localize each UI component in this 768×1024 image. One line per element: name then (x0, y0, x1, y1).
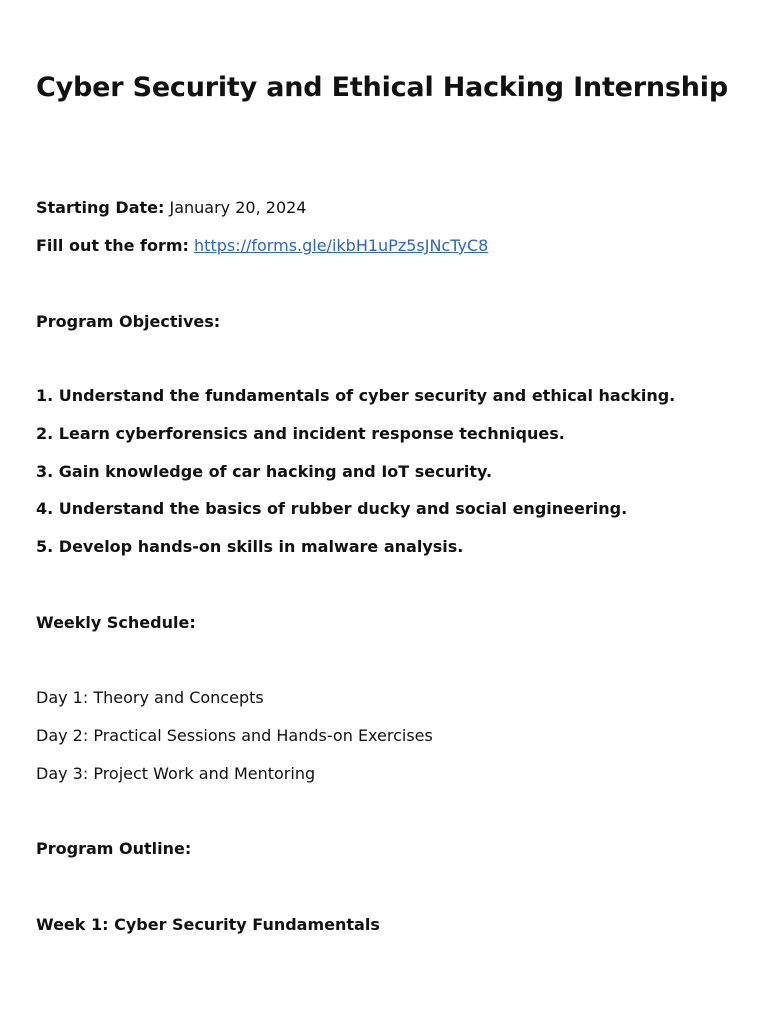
schedule-item-1: Day 1: Theory and Concepts (36, 688, 264, 707)
objectives-heading: Program Objectives: (36, 312, 221, 331)
objective-item-3: 3. Gain knowledge of car hacking and IoT security. (36, 462, 493, 481)
objective-item-5: 5. Develop hands-on skills in malware analysis. (36, 537, 464, 556)
schedule-item-2: Day 2: Practical Sessions and Hands-on Exercises (36, 726, 433, 745)
outline-week-1: Week 1: Cyber Security Fundamentals (36, 915, 380, 934)
form-link[interactable]: https://forms.gle/ikbH1uPz5sJNcTyC8 (194, 236, 489, 255)
starting-date-row (36, 198, 306, 218)
objective-item-1: 1. Understand the fundamentals of cyber security and ethical hacking. (36, 386, 676, 405)
objective-item-4: 4. Understand the basics of rubber ducky and social engineering. (36, 499, 628, 518)
schedule-heading: Weekly Schedule: (36, 613, 196, 632)
objective-item-2: 2. Learn cyberforensics and incident response techniques. (36, 424, 565, 443)
page-title: Cyber Security and Ethical Hacking Internship (36, 72, 728, 103)
starting-date-value: January 20, 2024 (169, 198, 307, 217)
starting-date-label: Starting Date: (36, 198, 165, 217)
schedule-item-3: Day 3: Project Work and Mentoring (36, 764, 316, 783)
form-label: Fill out the form: (36, 236, 189, 255)
form-row (36, 236, 488, 256)
outline-heading: Program Outline: (36, 839, 192, 858)
